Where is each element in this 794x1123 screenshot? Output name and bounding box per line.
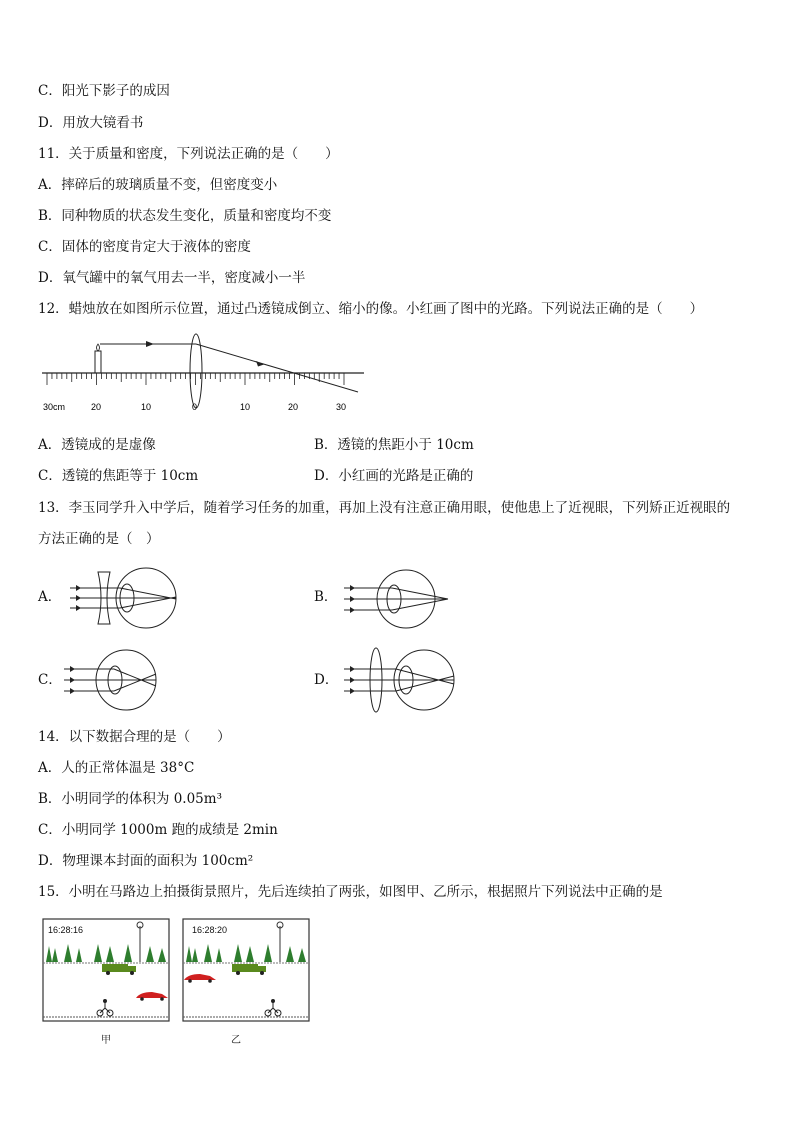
option-11d: D．氧气罐中的氧气用去一半，密度减小一半	[38, 270, 306, 286]
eye-diagram-d	[340, 646, 458, 714]
question-15: 15．小明在马路边上拍摄街景照片，先后连续拍了两张，如图甲、乙所示，根据照片下列说法中正确的是	[38, 884, 663, 900]
eye-diagram-a	[66, 566, 180, 630]
eye-diagram-b	[340, 568, 454, 630]
option-13d-label: D．	[314, 672, 339, 688]
convex-lens	[190, 334, 202, 408]
option-12c: C．透镜的焦距等于 10cm	[38, 468, 199, 484]
ray-arrow-1	[146, 341, 154, 347]
ruler-label-0: 0	[192, 402, 198, 412]
eye-diagram-c	[60, 648, 164, 712]
option-12b: B．透镜的焦距小于 10cm	[314, 437, 474, 453]
option-13b-label: B．	[314, 589, 338, 605]
option-14d: D．物理课本封面的面积为 100cm²	[38, 853, 254, 869]
ruler-label-30cm-left: 30cm	[43, 402, 66, 412]
lens-ruler-figure	[38, 330, 368, 414]
timestamp-right: 16:28:20	[192, 925, 228, 935]
option-11b: B．同种物质的状态发生变化，质量和密度均不变	[38, 208, 332, 224]
question-14: 14．以下数据合理的是（ ）	[38, 729, 231, 745]
ray-refracted	[196, 344, 358, 392]
ruler-label-20-right: 20	[288, 402, 299, 412]
ruler-label-20-left: 20	[91, 402, 102, 412]
question-11: 11．关于质量和密度，下列说法正确的是（ ）	[38, 146, 339, 162]
option-14c: C．小明同学 1000m 跑的成绩是 2min	[38, 822, 278, 838]
option-12a: A．透镜成的是虚像	[38, 437, 156, 453]
option-11c: C．固体的密度肯定大于液体的密度	[38, 239, 251, 255]
candle-flame	[97, 344, 100, 351]
option-10d: D．用放大镜看书	[38, 115, 144, 131]
option-12d: D．小红画的光路是正确的	[314, 468, 474, 484]
question-13-line1: 13．李玉同学升入中学后，随着学习任务的加重，再加上没有注意正确用眼，使他患上了近视眼，下列矫正近视眼的	[38, 500, 731, 516]
candle-body	[95, 351, 101, 373]
ruler-label-30-right: 30	[336, 402, 347, 412]
option-13a-label: A．	[38, 589, 62, 605]
question-13-line2: 方法正确的是（ ）	[38, 531, 160, 547]
street-photo-left	[42, 918, 170, 1022]
option-10c: C．阳光下影子的成因	[38, 83, 170, 99]
timestamp-left: 16:28:16	[48, 925, 84, 935]
caption-right: 乙	[231, 1035, 241, 1046]
question-12: 12．蜡烛放在如图所示位置，通过凸透镜成倒立、缩小的像。小红画了图中的光路。下列说法正确的是（ ）	[38, 301, 704, 317]
option-11a: A．摔碎后的玻璃质量不变，但密度变小	[38, 177, 278, 193]
ruler-label-10-right: 10	[240, 402, 251, 412]
street-photo-right	[182, 918, 310, 1022]
ruler-ticks	[47, 373, 344, 385]
option-13c-label: C．	[38, 672, 62, 688]
caption-left: 甲	[101, 1035, 111, 1046]
ruler-label-10-left: 10	[141, 402, 152, 412]
option-14a: A．人的正常体温是 38°C	[38, 760, 195, 776]
option-14b: B．小明同学的体积为 0.05m³	[38, 791, 222, 807]
